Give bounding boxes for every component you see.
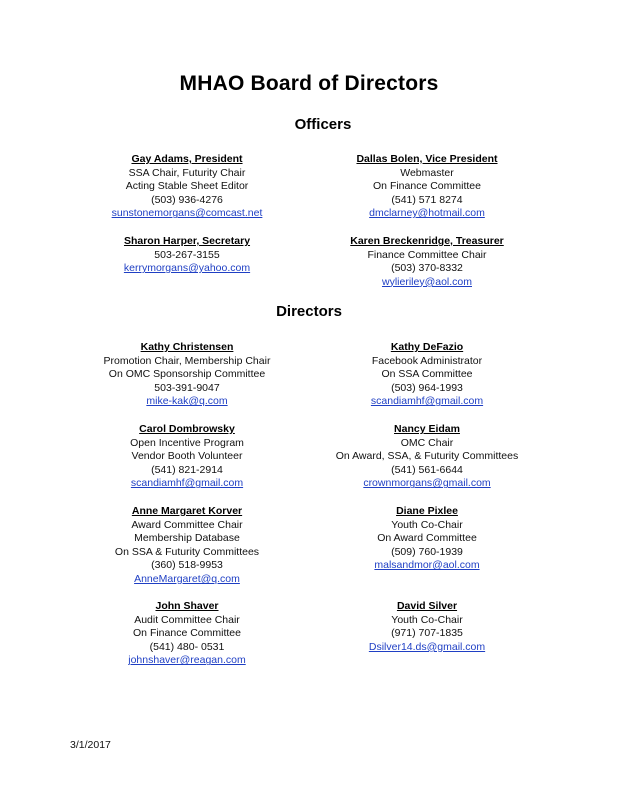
person-phone: (503) 936-4276 [151, 193, 223, 206]
person-phone: (971) 707-1835 [391, 627, 463, 640]
person-detail: Promotion Chair, Membership Chair [103, 354, 271, 367]
person-phone: (503) 370-8332 [391, 262, 463, 275]
email-link[interactable]: scandiamhf@gmail.com [130, 477, 244, 490]
person-name: Gay Adams, President [131, 153, 243, 165]
director-card-nancy-eidam [297, 423, 557, 491]
director-card-carol-dombrowsky [57, 423, 317, 491]
person-phone: (360) 518-9953 [151, 559, 223, 572]
person-detail: OMC Chair [400, 436, 454, 449]
person-name: John Shaver [155, 600, 219, 612]
email-link[interactable]: sunstonemorgans@comcast.net [111, 207, 263, 220]
email-link[interactable]: wylieriley@aol.com [381, 275, 472, 288]
officer-card-karen-breckenridge [297, 235, 557, 289]
email-link[interactable]: dmclarney@hotmail.com [369, 207, 485, 220]
director-card-john-shaver [57, 600, 317, 668]
person-detail: Acting Stable Sheet Editor [125, 180, 249, 193]
person-detail: On Award, SSA, & Futurity Committees [335, 450, 519, 463]
person-detail: SSA Chair, Futurity Chair [128, 166, 246, 179]
person-detail: On SSA Committee [381, 368, 473, 381]
person-name: Sharon Harper, Secretary [123, 235, 251, 247]
directors-heading: Directors [276, 303, 342, 320]
footer-date: 3/1/2017 [70, 739, 111, 751]
email-link[interactable]: scandiamhf@gmail.com [370, 395, 484, 408]
person-detail: On Finance Committee [133, 627, 241, 640]
person-phone: (541) 821-2914 [151, 463, 223, 476]
page-title: MHAO Board of Directors [179, 72, 439, 95]
email-link[interactable]: kerrymorgans@yahoo.com [123, 262, 251, 275]
person-detail: Webmaster [400, 166, 454, 179]
director-card-david-silver [297, 600, 557, 654]
person-detail: Youth Co-Chair [391, 518, 463, 531]
person-name: Karen Breckenridge, Treasurer [350, 235, 504, 247]
person-phone: (541) 480- 0531 [149, 640, 225, 653]
person-phone: 503-267-3155 [154, 248, 220, 261]
director-card-diane-pixlee [297, 505, 557, 573]
person-phone: (541) 561-6644 [391, 463, 463, 476]
person-detail: On Finance Committee [373, 180, 481, 193]
email-link[interactable]: AnneMargaret@q.com [134, 572, 240, 585]
person-name: Kathy DeFazio [390, 341, 464, 353]
person-name: David Silver [396, 600, 458, 612]
person-phone: (503) 964-1993 [391, 381, 463, 394]
director-card-kathy-defazio [297, 341, 557, 409]
director-card-anne-margaret-korver [57, 505, 317, 587]
email-link[interactable]: johnshaver@reagan.com [128, 654, 246, 667]
person-detail: Membership Database [134, 532, 240, 545]
person-phone: 503-391-9047 [154, 381, 220, 394]
person-detail: On OMC Sponsorship Committee [108, 368, 266, 381]
director-card-kathy-christensen [57, 341, 317, 409]
person-detail: Open Incentive Program [130, 436, 244, 449]
person-detail: Award Committee Chair [131, 518, 243, 531]
officer-card-gay-adams [57, 153, 317, 221]
officers-heading: Officers [294, 116, 352, 133]
person-phone: (541) 571 8274 [391, 193, 463, 206]
person-name: Diane Pixlee [396, 505, 458, 517]
email-link[interactable]: malsandmor@aol.com [374, 559, 480, 572]
person-detail: Facebook Administrator [371, 354, 483, 367]
person-name: Carol Dombrowsky [139, 423, 235, 435]
person-name: Nancy Eidam [394, 423, 460, 435]
person-phone: (509) 760-1939 [391, 545, 463, 558]
person-detail: Youth Co-Chair [391, 613, 463, 626]
person-name: Dallas Bolen, Vice President [356, 153, 498, 165]
person-detail: Audit Committee Chair [134, 613, 240, 626]
person-detail: Finance Committee Chair [367, 248, 487, 261]
person-detail: On SSA & Futurity Committees [114, 545, 260, 558]
person-name: Anne Margaret Korver [131, 505, 243, 517]
officer-card-sharon-harper [57, 235, 317, 276]
email-link[interactable]: mike-kak@q.com [146, 395, 228, 408]
person-detail: Vendor Booth Volunteer [131, 450, 243, 463]
person-name: Kathy Christensen [140, 341, 234, 353]
person-detail: On Award Committee [377, 532, 477, 545]
officer-card-dallas-bolen [297, 153, 557, 221]
email-link[interactable]: crownmorgans@gmail.com [363, 477, 491, 490]
email-link[interactable]: Dsilver14.ds@gmail.com [368, 640, 486, 653]
